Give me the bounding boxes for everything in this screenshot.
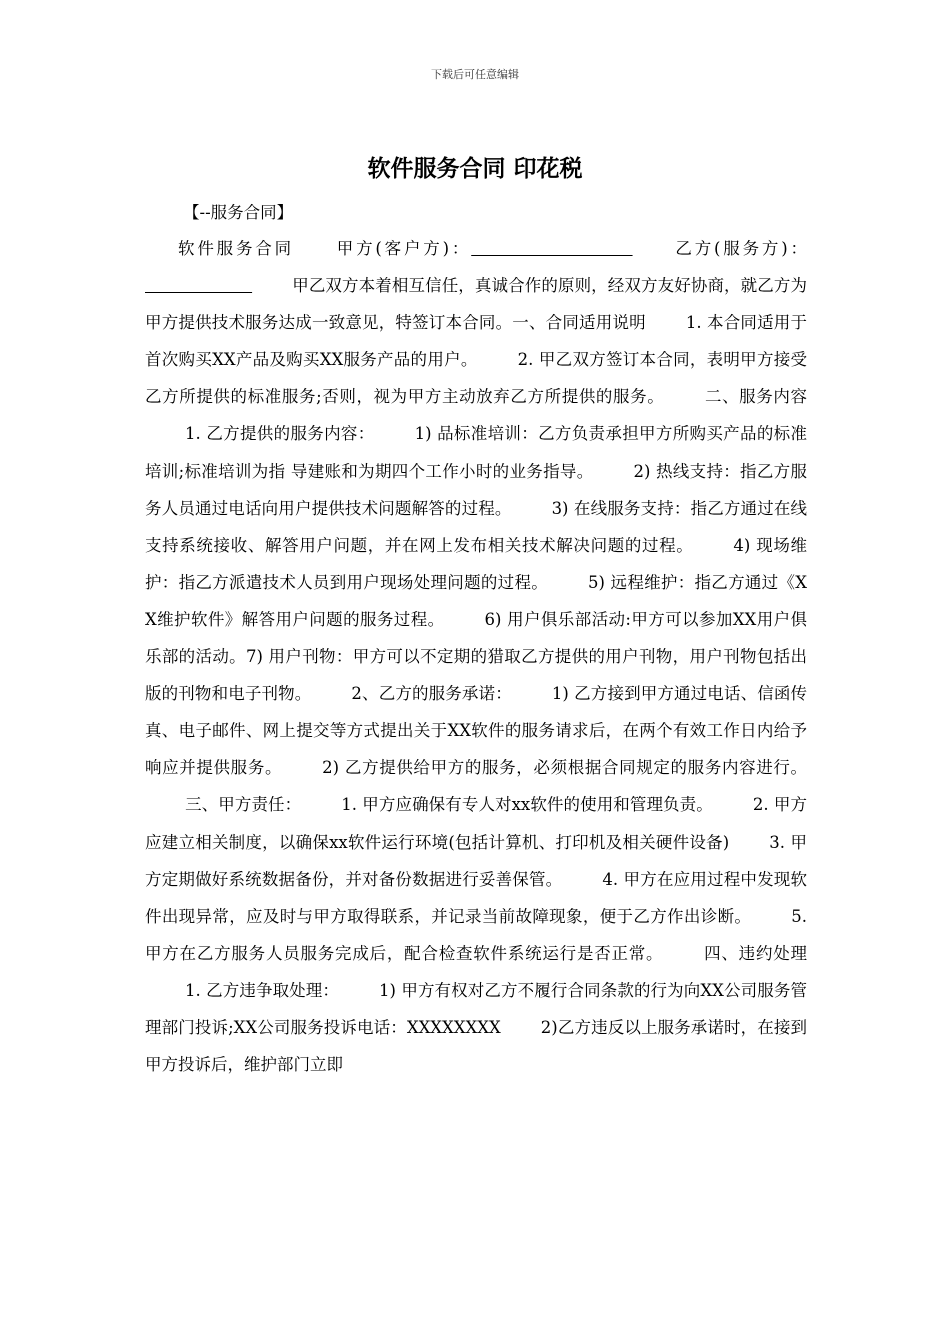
clause-2-2: 2、乙方的服务承诺： [351, 684, 512, 704]
clause-2-1c: 3) 在线服务支持：指乙方通过在线支持系统接收、解答用户问题，并在网上发布相关技术解决问题的过程。 [145, 498, 808, 555]
clause-2-1f: 6) 用户俱乐部活动:甲方可以参加XX用户俱乐部的活动。 [145, 609, 808, 667]
section-2-heading: 二、服务内容 [704, 387, 807, 407]
clause-2-1d: 4) 现场维护：指乙方派遣技术人员到用户现场处理问题的过程。 [145, 535, 807, 592]
clause-1-1: 1. 本合同适用于首次购买XX产品及购买XX服务产品的用户。 [145, 313, 807, 370]
document-title: 软件服务合同 印花税 [367, 156, 583, 182]
clause-1-2: 2. 甲乙双方签订本合同，表明甲方接受乙方所提供的标准服务;否则，视为甲方主动放弃乙方所提供的服务。 [145, 350, 807, 407]
clause-2-1g: 7) 用户刊物：甲方可以不定期的猎取乙方提供的用户刊物，用户刊物包括出版的刊物和电子刊物。 [145, 647, 808, 704]
party-b-blank [145, 276, 252, 295]
section-4-heading: 四、违约处理 [703, 943, 808, 963]
party-b-label: 乙方(服务方)： [672, 239, 808, 258]
document-subtitle: 【--服务合同】 [183, 203, 294, 222]
party-a-blank [471, 239, 632, 258]
clause-3-3: 3. 甲方定期做好系统数据备份，并对备份数据进行妥善保管。 [145, 832, 807, 889]
section-3-heading: 三、甲方责任： [185, 795, 302, 815]
clause-2-2b: 2) 乙方提供给甲方的服务，必须根据合同规定的服务内容进行。 [322, 758, 808, 778]
clause-4-1a: 1) 甲方有权对乙方不履行合同条款的行为向XX公司服务管理部门投诉;XX公司服务投诉电话：XXXXXXXX [145, 980, 807, 1037]
header-note: 下载后可任意编辑 [431, 68, 519, 81]
clause-2-1a: 1) 品标准培训：乙方负责承担甲方所购买产品的标准培训;标准培训为指 导建账和为期四个工作小时的业务指导。 [145, 424, 807, 481]
contract-body [145, 230, 807, 1083]
clause-3-1: 1. 甲方应确保有专人对xx软件的使用和管理负责。 [341, 795, 713, 815]
clause-4-1: 1. 乙方违争取处理： [185, 980, 340, 1000]
clause-3-4: 4. 甲方在应用过程中发现软件出现异常，应及时与甲方取得联系，并记录当前故障现象，便于乙方作出诊断。 [145, 869, 808, 926]
preamble: 甲乙双方本着相互信任，真诚合作的原则，经双方友好协商，就乙方为甲方提供技术服务达成一致意见，特签订本合同。 [145, 276, 807, 333]
clause-2-1b: 2) 热线支持：指乙方服务人员通过电话向用户提供技术问题解答的过程。 [145, 461, 807, 518]
clause-3-2: 2. 甲方应建立相关制度，以确保xx软件运行环境(包括计算机、打印机及相关硬件设备) [145, 795, 807, 852]
clause-4-1b: 2)乙方违反以上服务承诺时，在接到甲方投诉后，维护部门立即 [145, 1017, 807, 1075]
clause-2-2a: 1) 乙方接到甲方通过电话、信函传真、电子邮件、网上提交等方式提出关于XX软件的服务请求后，在两个有效工作日内给予响应并提供服务。 [145, 684, 808, 778]
party-a-label: 甲方(客户方)： [333, 239, 472, 258]
clause-3-5: 5. 甲方在乙方服务人员服务完成后，配合检查软件系统运行是否正常。 [145, 906, 807, 963]
clause-2-1e: 5) 远程维护：指乙方通过《XX维护软件》解答用户问题的服务过程。 [145, 572, 807, 629]
clause-2-1: 1. 乙方提供的服务内容： [185, 424, 375, 444]
section-1-heading: 一、合同适用说明 [512, 313, 646, 333]
contract-name: 软件服务合同 [178, 239, 294, 258]
